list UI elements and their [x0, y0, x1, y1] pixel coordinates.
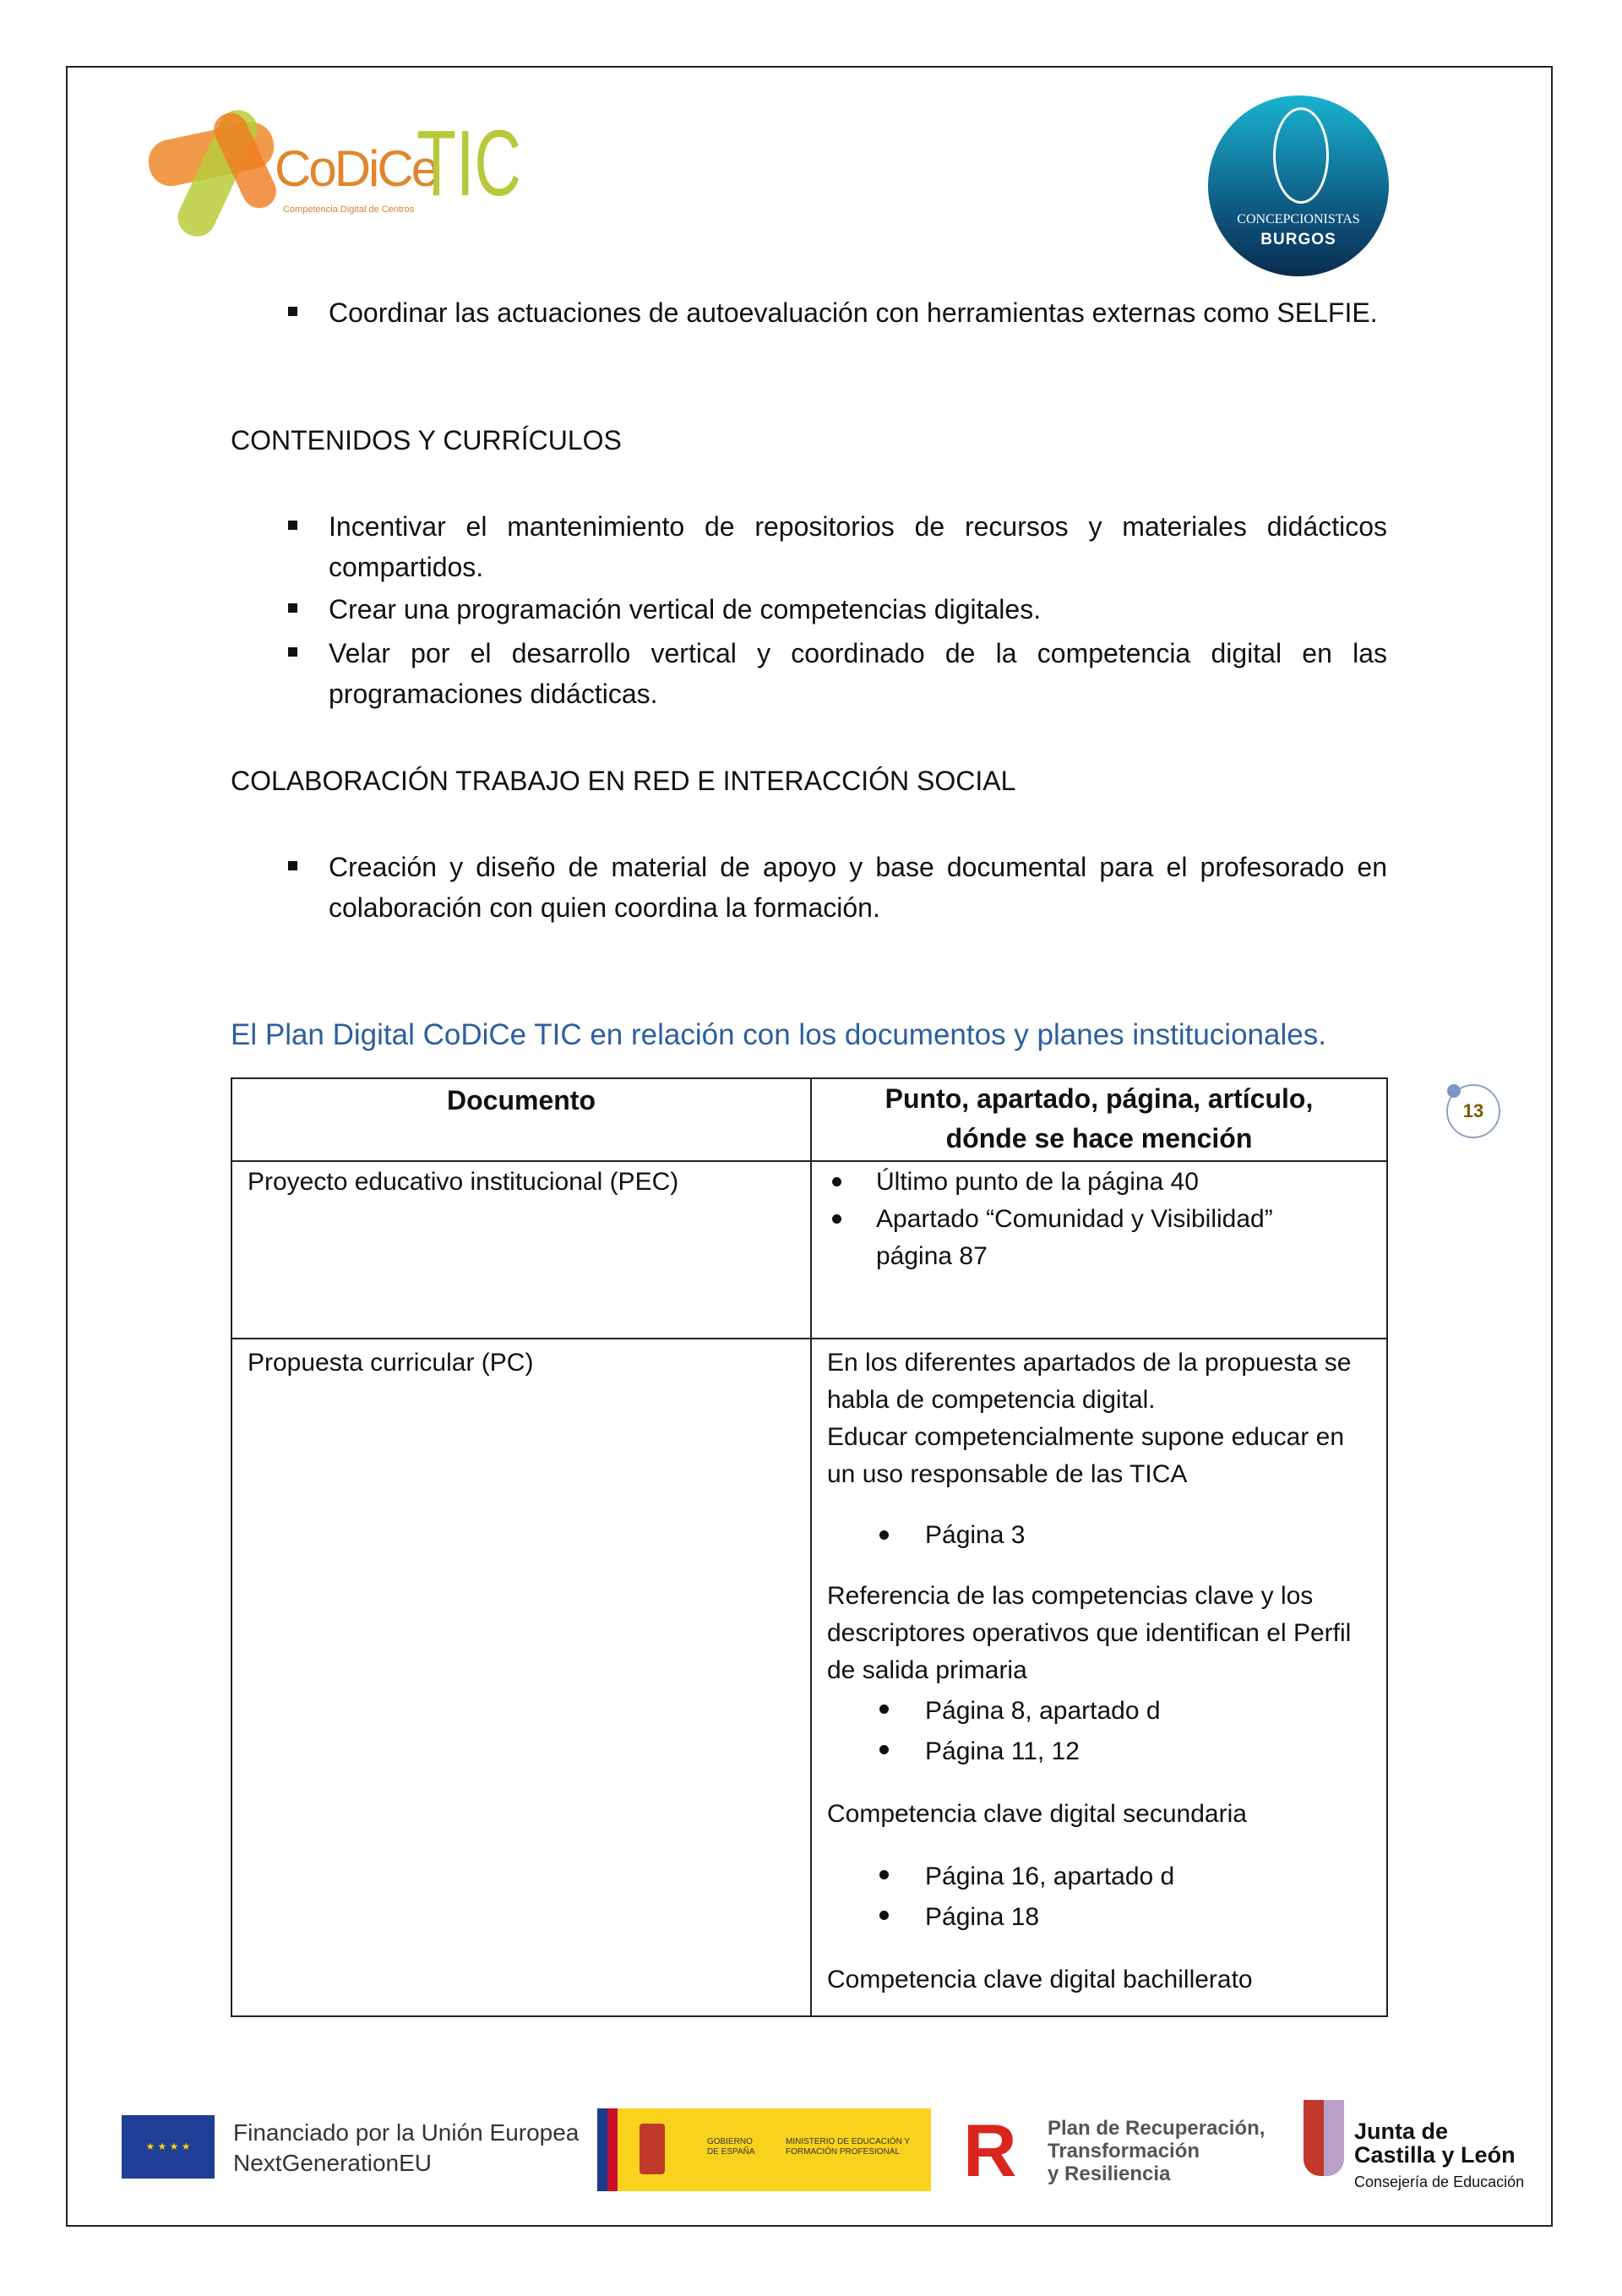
reference-cell: En los diferentes apartados de la propuesta se habla de competencia digital. Educar competencialmente supone educar en un uso responsable de las TICA Página 3 Referencia de las competencias clave y los descriptores operativos que identifican el Perfil de salida primaria Página 8, apartado d Página 11, 12 Competencia clave digital secundaria Página 16, apartado d Página 18 Competencia clave digital bachillerato [811, 1339, 1387, 2016]
bullet-item: Creación y diseño de material de apoyo y base documental para el profesorado en colaboración con quien coordina la formación. [288, 847, 1387, 928]
list-item: Página 18 [827, 1897, 1371, 1938]
gobierno-espana-logo: GOBIERNO DE ESPAÑA MINISTERIO DE EDUCACIÓN Y FORMACIÓN PROFESIONAL [597, 2108, 931, 2191]
prtr-text: Plan de Recuperación, Transformación y Resiliencia [1048, 2117, 1265, 2185]
eu-flag-icon: ★ ★ ★ ★ [122, 2115, 215, 2179]
list-item: Página 8, apartado d [827, 1691, 1371, 1732]
header-documento: Documento [231, 1078, 811, 1161]
table-header-row [231, 1078, 1387, 1161]
list-item: Último punto de la página 40 [827, 1164, 1371, 1201]
bullet-item: Crear una programación vertical de competencias digitales. [288, 589, 1387, 630]
bullet-item: Incentivar el mantenimiento de repositorios de recursos y materiales didácticos compartidos. [288, 506, 1387, 587]
prtr-logo-icon: R [963, 2108, 1017, 2192]
list-item: Página 3 [827, 1517, 1371, 1554]
doc-cell: Propuesta curricular (PC) [231, 1339, 811, 2016]
header-punto: Punto, apartado, página, artículo, dónde se hace mención [811, 1078, 1387, 1161]
monogram-icon [1273, 107, 1329, 204]
coat-of-arms-icon [640, 2124, 665, 2174]
section-heading: El Plan Digital CoDiCe TIC en relación con los documentos y planes institucionales. [231, 1018, 1326, 1051]
bullet-item: Velar por el desarrollo vertical y coordinado de la competencia digital en las programaciones didácticas. [288, 633, 1387, 714]
section-title: CONTENIDOS Y CURRÍCULOS [231, 425, 622, 455]
list-item: Página 11, 12 [827, 1732, 1371, 1772]
reference-cell [811, 1161, 1387, 1339]
section-title: COLABORACIÓN TRABAJO EN RED E INTERACCIÓN SOCIAL [231, 766, 1016, 796]
codice-tic-logo: CoDiCe TIC Competencia Digital de Centros [148, 101, 520, 245]
page-number: 13 [1446, 1084, 1500, 1138]
table-row [231, 1161, 1387, 1339]
eu-funding-text: Financiado por la Unión Europea NextGenerationEU [233, 2119, 580, 2176]
table-row [231, 1339, 1387, 2016]
bullet-item: Coordinar las actuaciones de autoevaluación con herramientas externas como SELFIE. [288, 292, 1387, 333]
list-item: Apartado “Comunidad y Visibilidad” página 87 [827, 1201, 1371, 1275]
junta-text: Junta de Castilla y León Consejería de Educación [1354, 2119, 1525, 2190]
concepcionistas-burgos-logo: CONCEPCIONISTAS BURGOS [1208, 95, 1389, 276]
documents-table [231, 1077, 1388, 2017]
doc-cell: Proyecto educativo institucional (PEC) [231, 1161, 811, 1339]
list-item: Página 16, apartado d [827, 1857, 1371, 1897]
castilla-leon-shield-icon [1304, 2100, 1344, 2176]
page-number-dot [1447, 1084, 1461, 1098]
